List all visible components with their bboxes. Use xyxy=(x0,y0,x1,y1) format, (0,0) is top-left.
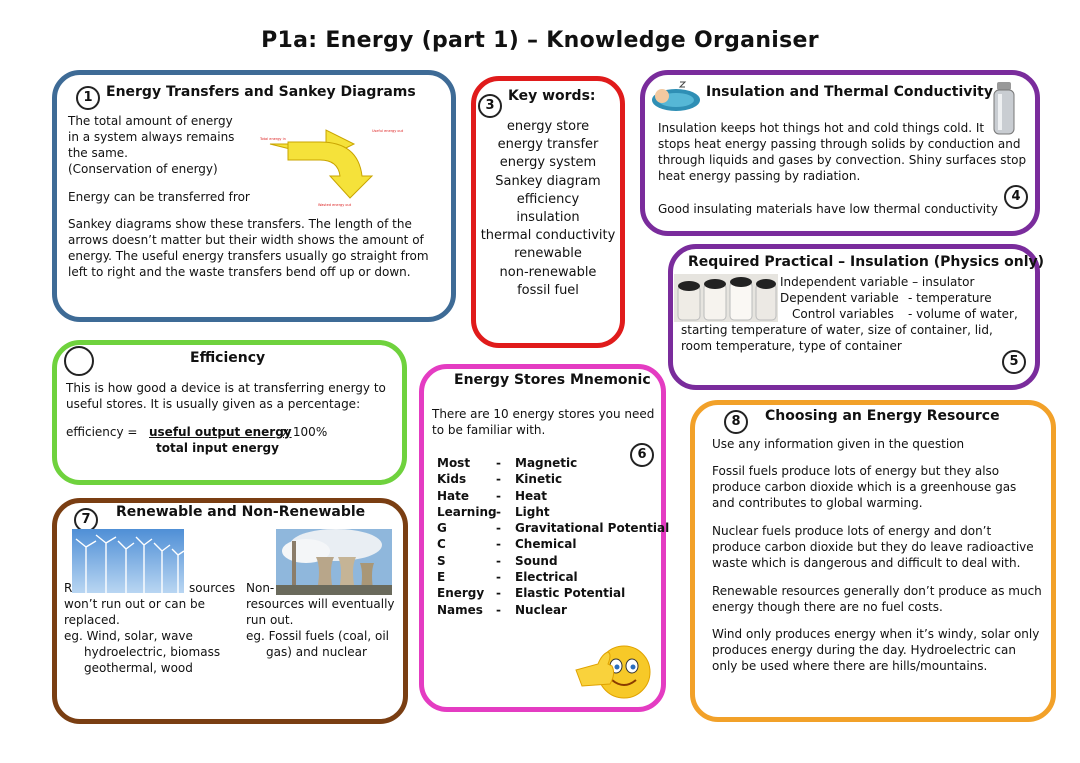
key-words-list xyxy=(476,118,620,300)
section-heading: Insulation and Thermal Conductivity xyxy=(706,84,993,100)
renewable-resources-text: Renewable resources generally don’t produce as much energy though there are no fuel costs. xyxy=(712,584,1042,614)
power-station-photo xyxy=(276,529,392,595)
wind-solar-text: Wind only produces energy when it’s windy, solar only produces energy during the day. Hydroelectric can only be used where there are hills/mountains. xyxy=(712,627,1040,673)
fossil-fuels-text: Fossil fuels produce lots of energy but they also produce carbon dioxide which is a greenhouse gas and contributes to global warming. xyxy=(712,464,1017,510)
section-number: 8 xyxy=(724,410,748,434)
list-item: Names xyxy=(437,602,483,617)
list-item: Elastic Potential xyxy=(515,586,626,601)
sankey-useful-label: Useful energy out xyxy=(372,129,404,133)
control-variables-label: Control variables xyxy=(792,307,894,321)
section-number: 4 xyxy=(1004,185,1028,209)
list-item: Sankey diagram xyxy=(495,173,601,189)
mnemonic-stores xyxy=(515,455,669,618)
list-item: energy store xyxy=(506,119,590,134)
list-item: Gravitational Potential xyxy=(515,521,670,536)
efficiency-formula-times: x 100% xyxy=(282,425,328,439)
list-item: G xyxy=(437,521,447,536)
sankey-diagram xyxy=(258,120,418,210)
section-heading: Energy Stores Mnemonic xyxy=(454,372,651,388)
section-number: 6 xyxy=(630,443,654,467)
control-variables-list: starting temperature of water, size of container, lid, room temperature, type of container xyxy=(681,323,993,353)
sankey-wasted-label: Wasted energy out xyxy=(318,203,352,207)
list-item: efficiency xyxy=(516,191,580,207)
efficiency-formula-lhs: efficiency = xyxy=(66,425,138,439)
mnemonic-words xyxy=(437,455,497,618)
page-title: P1a: Energy (part 1) – Knowledge Organiser xyxy=(261,28,819,53)
section-heading: Choosing an Energy Resource xyxy=(765,408,1000,424)
insulated-beakers-photo xyxy=(674,274,778,322)
section-number: 1 xyxy=(76,86,100,110)
insulating-materials-text: Good insulating materials have low thermal conductivity xyxy=(658,202,998,216)
renewable-text: won’t run out or can be replaced. eg. Wind, solar, wave hydroelectric, biomass geothermal, wood xyxy=(64,597,221,675)
section-heading: Key words: xyxy=(508,88,596,104)
list-item: Hate xyxy=(437,488,470,503)
list-item: Most xyxy=(437,456,471,470)
sleeping-bag-icon xyxy=(650,76,702,114)
list-item: Magnetic xyxy=(515,456,578,470)
list-item: renewable xyxy=(514,246,582,262)
list-item: Electrical xyxy=(515,570,578,585)
transfer-text: Energy can be transferred fror xyxy=(68,190,250,204)
list-item: Chemical xyxy=(515,537,577,552)
list-item: fossil fuel xyxy=(517,282,579,298)
section-heading: Renewable and Non-Renewable xyxy=(116,504,366,520)
non-renewable-heading: Non- xyxy=(246,581,275,595)
section-number xyxy=(64,346,94,376)
section-heading: Required Practical – Insulation (Physics only) xyxy=(688,254,1045,270)
thumbs-up-emoji-icon xyxy=(572,640,654,702)
list-item: insulation xyxy=(516,210,580,226)
list-item: Learning xyxy=(437,504,497,519)
efficiency-formula-numerator: useful output energy xyxy=(149,425,292,439)
list-item: Nuclear xyxy=(515,602,567,617)
non-renewable-text: resources will eventually run out. eg. Fossil fuels (coal, oil gas) and nuclear xyxy=(246,597,395,659)
list-item: Light xyxy=(515,504,550,519)
sankey-text: Sankey diagrams show these transfers. The length of the arrows doesn’t matter but their width shows the amount of energy. The useful energy transfers usually go straight from left to right and the waste transfers bend off up or down. xyxy=(68,217,429,279)
list-item: S xyxy=(437,553,446,568)
dependent-variable-label: Dependent variable xyxy=(780,291,899,305)
list-item: thermal conductivity xyxy=(480,228,616,244)
list-item: non-renewable xyxy=(499,264,597,280)
section-heading: Energy Transfers and Sankey Diagrams xyxy=(106,84,416,100)
resource-intro: Use any information given in the question xyxy=(712,437,965,451)
list-item: Kinetic xyxy=(515,472,563,487)
energy-stores-text: There are 10 energy stores you need to be familiar with. xyxy=(432,407,655,437)
renewable-heading-end: sources xyxy=(189,581,236,595)
dependent-variable-value: - temperature xyxy=(908,291,992,305)
section-heading: Efficiency xyxy=(190,350,266,366)
list-item: C xyxy=(437,537,446,552)
renewable-heading-start: R xyxy=(64,581,73,595)
sankey-input-label: Total energy in xyxy=(260,137,286,141)
list-item: energy transfer xyxy=(497,137,599,153)
section-number: 5 xyxy=(1002,350,1026,374)
section-number: 7 xyxy=(74,508,98,532)
nuclear-fuels-text: Nuclear fuels produce lots of energy and don’t produce carbon dioxide but they do leave radioactive waste which is dangerous and difficult to deal with. xyxy=(712,524,1034,570)
list-item: Kids xyxy=(437,472,467,487)
efficiency-text: This is how good a device is at transferring energy to useful stores. It is usually given as a percentage: xyxy=(66,381,386,411)
efficiency-formula-denominator: total input energy xyxy=(156,441,279,455)
list-item: Energy xyxy=(437,586,485,601)
mnemonic-dashes: - - - - - - - - - - xyxy=(496,456,501,617)
wind-turbines-photo xyxy=(72,529,184,593)
list-item: Heat xyxy=(515,488,548,503)
control-variables-value: - volume of water, xyxy=(908,307,1018,321)
conservation-text: The total amount of energy in a system always remains the same. (Conservation of energy) xyxy=(68,114,235,176)
list-item: energy system xyxy=(499,155,597,171)
independent-variable: Independent variable – insulator xyxy=(780,275,975,289)
insulation-text: Insulation keeps hot things hot and cold things cold. It stops heat energy passing through solids by conduction and through liquids and gases by convection. Shiny surfaces stop heat energy passing by radiation. xyxy=(658,121,1027,183)
list-item: E xyxy=(437,570,446,585)
list-item: Sound xyxy=(515,553,558,568)
section-number: 3 xyxy=(478,94,502,118)
